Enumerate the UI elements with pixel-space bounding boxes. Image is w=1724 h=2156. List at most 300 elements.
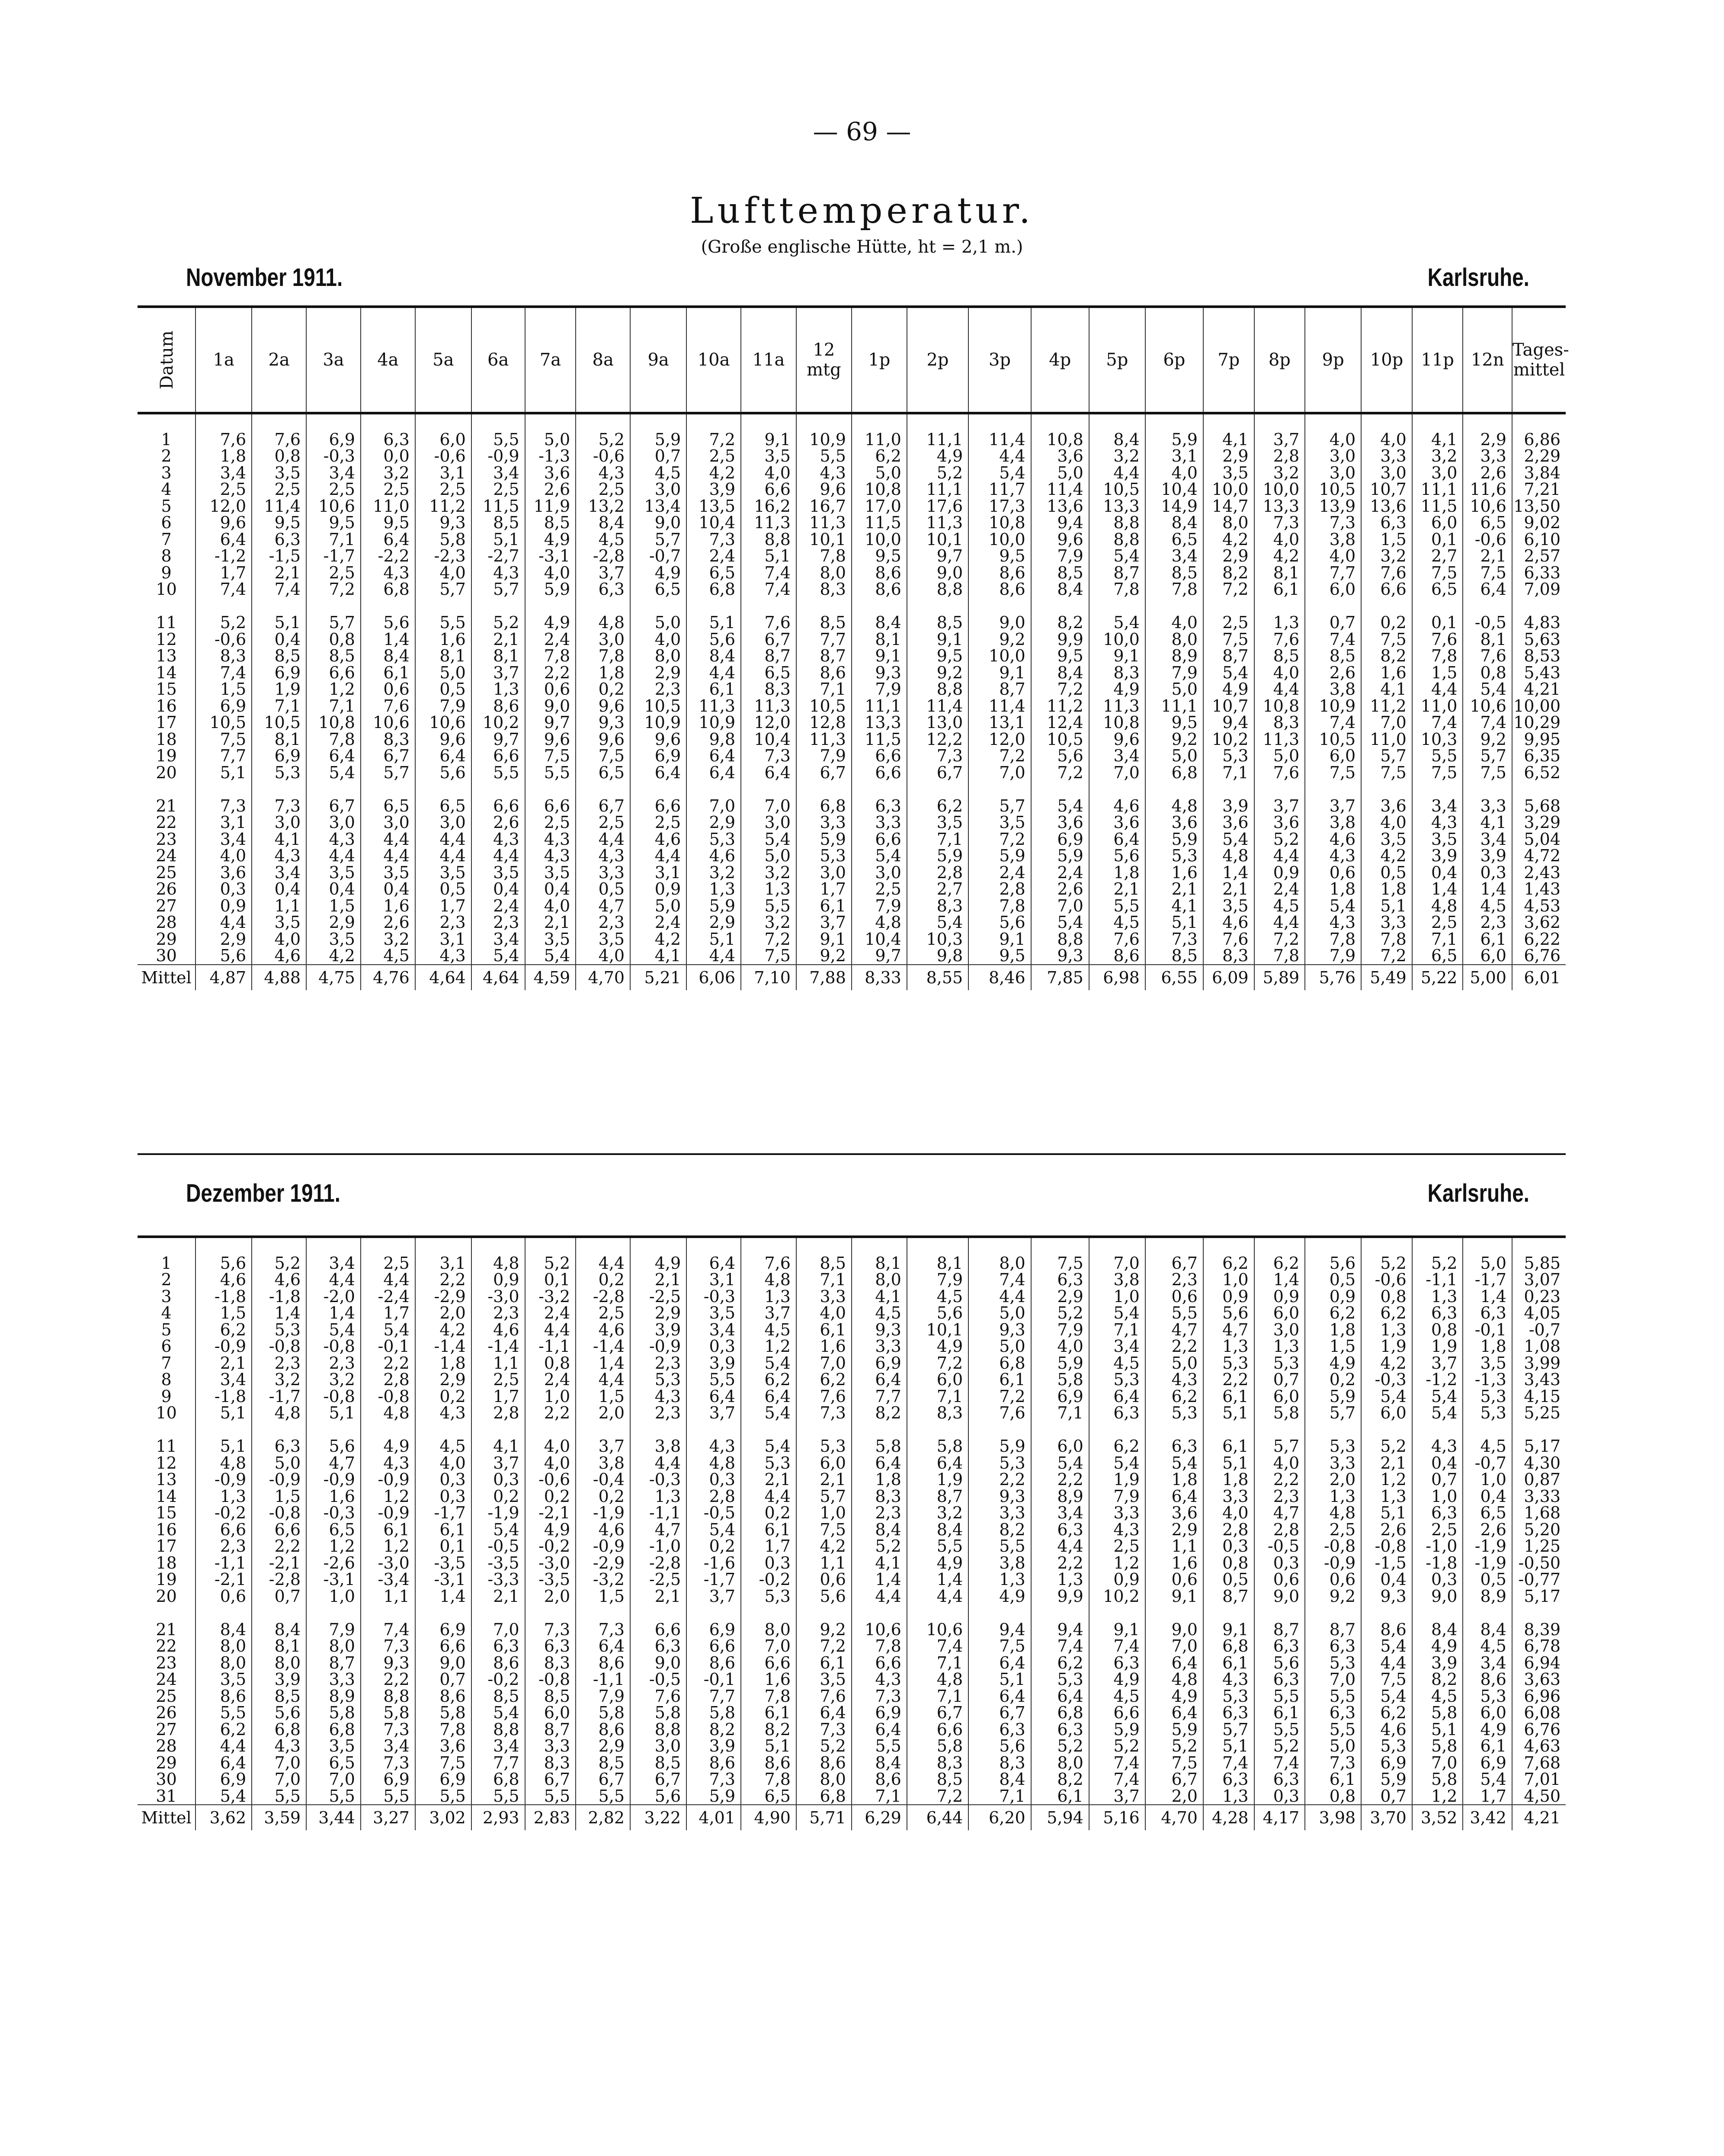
column-header-label: 4p — [1049, 350, 1071, 370]
value-cell: 5,1 — [686, 614, 741, 631]
value-cell: 7,2 — [968, 748, 1031, 764]
value-cell: 5,2 — [252, 1255, 306, 1272]
value-cell: 5,9 — [968, 1438, 1031, 1455]
page-number: — 69 — — [813, 117, 911, 146]
value-cell: 4,87 — [195, 965, 252, 990]
value-cell: 8,6 — [415, 1688, 471, 1705]
value-cell: 3,5 — [415, 864, 471, 881]
date-cell: 2 — [161, 1270, 172, 1289]
value-cell: 9,1 — [1203, 1621, 1254, 1638]
value-cell: 6,3 — [1031, 1271, 1089, 1288]
value-cell: 10,8 — [1031, 431, 1089, 448]
value-cell: 7,3 — [361, 1638, 415, 1655]
value-cell: 7,8 — [968, 898, 1031, 914]
value-cell: 1,9 — [252, 681, 306, 698]
column-header — [741, 308, 796, 413]
value-cell: 7,4 — [1412, 714, 1463, 731]
value-cell: 5,0 — [630, 614, 686, 631]
value-cell: 4,53 — [1512, 898, 1566, 914]
value-cell: 5,7 — [796, 1488, 852, 1505]
value-cell: 3,4 — [195, 465, 252, 481]
spacer-cell — [1463, 781, 1512, 798]
value-cell: 7,3 — [361, 1721, 415, 1738]
value-cell: 5,0 — [741, 847, 796, 864]
value-cell: 4,4 — [361, 1271, 415, 1288]
value-cell: 5,4 — [1305, 898, 1361, 914]
value-cell: -2,1 — [525, 1505, 576, 1521]
value-cell: 8,2 — [1031, 614, 1089, 631]
value-cell: 8,0 — [1203, 514, 1254, 531]
value-cell: 2,1 — [1145, 881, 1203, 898]
spacer-row — [138, 413, 1566, 431]
column-header-label: 11a — [752, 350, 785, 370]
value-cell: 6,3 — [1463, 1305, 1512, 1322]
value-cell: 4,3 — [252, 1738, 306, 1755]
spacer-cell — [907, 1604, 968, 1621]
spacer-cell — [1305, 781, 1361, 798]
spacer-cell — [630, 1421, 686, 1438]
value-cell: 6,1 — [741, 1704, 796, 1721]
value-cell: 1,5 — [576, 1388, 630, 1405]
value-cell: 4,4 — [471, 847, 525, 864]
value-cell: 4,0 — [525, 1455, 576, 1472]
value-cell: 7,5 — [741, 947, 796, 965]
date-cell: 6 — [161, 1337, 172, 1356]
value-cell: 11,7 — [968, 481, 1031, 498]
value-cell: 1,3 — [1361, 1322, 1412, 1338]
spacer-cell — [796, 598, 852, 615]
value-cell: 8,4 — [852, 614, 907, 631]
value-cell: 4,0 — [415, 565, 471, 581]
value-cell: 7,0 — [686, 798, 741, 815]
value-cell: 4,0 — [415, 1455, 471, 1472]
value-cell: 7,5 — [1361, 764, 1412, 781]
value-cell: 5,43 — [1512, 664, 1566, 681]
value-cell: -1,7 — [306, 548, 361, 565]
value-cell: 1,9 — [1089, 1471, 1145, 1488]
spacer-cell — [1089, 598, 1145, 615]
value-cell: 3,3 — [852, 1338, 907, 1355]
value-cell: 3,1 — [1145, 448, 1203, 465]
value-cell: 2,1 — [471, 631, 525, 648]
spacer-cell — [1463, 413, 1512, 431]
value-cell: 1,4 — [907, 1571, 968, 1588]
value-cell: -3,2 — [576, 1571, 630, 1588]
value-cell: 3,7 — [471, 664, 525, 681]
value-cell: 11,4 — [968, 698, 1031, 715]
spacer-cell — [1463, 1421, 1512, 1438]
value-cell: 8,4 — [1145, 514, 1203, 531]
value-cell: 6,09 — [1203, 965, 1254, 990]
table-row — [138, 814, 1566, 831]
value-cell: 8,5 — [471, 1688, 525, 1705]
value-cell: 5,8 — [576, 1704, 630, 1721]
value-cell: 8,1 — [852, 631, 907, 648]
value-cell: 11,5 — [852, 514, 907, 531]
value-cell: 9,5 — [907, 648, 968, 664]
value-cell: 5,1 — [741, 548, 796, 565]
column-header-label: 2a — [268, 350, 290, 370]
value-cell: 5,4 — [852, 847, 907, 864]
value-cell: 7,6 — [1254, 764, 1305, 781]
value-cell: 2,5 — [1305, 1521, 1361, 1538]
value-cell: 6,9 — [630, 748, 686, 764]
column-header-label: 11p — [1421, 350, 1454, 370]
value-cell: 9,2 — [1463, 731, 1512, 748]
value-cell: 5,9 — [1089, 1721, 1145, 1738]
column-header-label: Tages-mittel — [1512, 340, 1569, 380]
date-cell: 15 — [156, 680, 177, 699]
value-cell: 9,8 — [686, 731, 741, 748]
value-cell: 2,6 — [1031, 881, 1089, 898]
value-cell: 7,3 — [361, 1755, 415, 1771]
value-cell: 9,0 — [1412, 1588, 1463, 1605]
value-cell: 7,5 — [1203, 631, 1254, 648]
value-cell: 3,0 — [741, 814, 796, 831]
value-cell: 3,1 — [415, 931, 471, 948]
value-cell: 7,6 — [1254, 631, 1305, 648]
value-cell: 5,8 — [1412, 1704, 1463, 1721]
value-cell: -0,9 — [361, 1505, 415, 1521]
value-cell: 3,5 — [525, 864, 576, 881]
value-cell: 6,5 — [306, 1755, 361, 1771]
value-cell: 7,8 — [796, 548, 852, 565]
value-cell: 4,0 — [1361, 431, 1412, 448]
value-cell: 2,9 — [1203, 548, 1254, 565]
value-cell: 4,50 — [1512, 1788, 1566, 1805]
value-cell: 9,6 — [525, 731, 576, 748]
value-cell: 4,28 — [1203, 1805, 1254, 1830]
value-cell: 4,6 — [1361, 1721, 1412, 1738]
value-cell: 4,9 — [525, 614, 576, 631]
value-cell: 3,3 — [1361, 914, 1412, 931]
value-cell: 7,5 — [415, 1755, 471, 1771]
value-cell: 8,0 — [252, 1655, 306, 1672]
value-cell: 8,0 — [1145, 631, 1203, 648]
date-cell: 3 — [161, 463, 172, 482]
value-cell: -0,8 — [306, 1388, 361, 1405]
value-cell: 8,5 — [796, 614, 852, 631]
value-cell: 13,3 — [852, 714, 907, 731]
value-cell: 11,0 — [361, 498, 415, 515]
value-cell: 1,4 — [361, 631, 415, 648]
value-cell: 5,0 — [415, 664, 471, 681]
value-cell: 6,06 — [686, 965, 741, 990]
value-cell: -3,4 — [361, 1571, 415, 1588]
value-cell: 9,7 — [852, 947, 907, 965]
value-cell: 1,2 — [306, 681, 361, 698]
mean-row — [138, 965, 1566, 990]
spacer-cell — [1089, 781, 1145, 798]
value-cell: 4,3 — [1145, 1371, 1203, 1388]
column-header — [796, 308, 852, 413]
value-cell: 2,1 — [630, 1588, 686, 1605]
spacer-cell — [741, 413, 796, 431]
value-cell: 0,3 — [1463, 864, 1512, 881]
value-cell: 1,2 — [741, 1338, 796, 1355]
value-cell: 5,76 — [1305, 965, 1361, 990]
value-cell: 7,4 — [1463, 714, 1512, 731]
value-cell: 7,4 — [1305, 631, 1361, 648]
value-cell: -0,9 — [1305, 1555, 1361, 1572]
value-cell: 4,3 — [1203, 1671, 1254, 1688]
value-cell: 9,5 — [252, 514, 306, 531]
value-cell: 5,2 — [1254, 831, 1305, 848]
value-cell: 8,4 — [1412, 1621, 1463, 1638]
value-cell: 8,5 — [252, 648, 306, 664]
spacer-cell — [471, 413, 525, 431]
spacer-cell — [415, 1604, 471, 1621]
spacer-cell — [686, 1421, 741, 1438]
value-cell: 7,1 — [796, 1271, 852, 1288]
value-cell: 4,64 — [471, 965, 525, 990]
value-cell: 2,7 — [907, 881, 968, 898]
value-cell: 4,8 — [252, 1405, 306, 1421]
date-cell: 5 — [161, 496, 172, 516]
value-cell: 9,1 — [1145, 1588, 1203, 1605]
value-cell: 5,7 — [1305, 1405, 1361, 1421]
value-cell: -2,9 — [415, 1288, 471, 1305]
date-cell: 4 — [161, 480, 172, 499]
value-cell: 3,3 — [968, 1505, 1031, 1521]
value-cell: 8,6 — [471, 1655, 525, 1672]
value-cell: 1,3 — [1254, 614, 1305, 631]
spacer-cell — [1145, 781, 1203, 798]
spacer-cell — [630, 1604, 686, 1621]
value-cell: 2,9 — [1031, 1288, 1089, 1305]
value-cell: 5,5 — [252, 1788, 306, 1805]
value-cell: 5,1 — [968, 1671, 1031, 1688]
value-cell: 4,9 — [1203, 681, 1254, 698]
value-cell: 8,8 — [907, 681, 968, 698]
value-cell: 2,2 — [968, 1471, 1031, 1488]
spacer-cell — [195, 1604, 252, 1621]
column-header — [415, 308, 471, 413]
value-cell: 11,0 — [1361, 731, 1412, 748]
spacer-cell — [306, 1421, 361, 1438]
spacer-cell — [252, 413, 306, 431]
value-cell: 5,3 — [741, 1455, 796, 1472]
value-cell: 7,9 — [1031, 548, 1089, 565]
value-cell: 6,52 — [1512, 764, 1566, 781]
value-cell: 4,88 — [252, 965, 306, 990]
value-cell: -0,6 — [1463, 531, 1512, 548]
value-cell: 5,7 — [1463, 748, 1512, 764]
spacer-cell — [415, 598, 471, 615]
value-cell: 3,3 — [306, 1671, 361, 1688]
value-cell: 5,8 — [306, 1704, 361, 1721]
value-cell: 10,6 — [907, 1621, 968, 1638]
value-cell: 5,4 — [907, 914, 968, 931]
value-cell: 0,6 — [1305, 864, 1361, 881]
spacer-cell — [741, 1238, 796, 1255]
column-header-label: 12n — [1471, 350, 1504, 370]
value-cell: 7,4 — [195, 664, 252, 681]
date-cell: 10 — [156, 1403, 177, 1422]
value-cell: 6,4 — [1089, 831, 1145, 848]
value-cell: 8,5 — [1254, 648, 1305, 664]
value-cell: 6,3 — [968, 1721, 1031, 1738]
spacer-cell — [1145, 1421, 1203, 1438]
value-cell: 6,2 — [1031, 1655, 1089, 1672]
value-cell: 4,8 — [852, 914, 907, 931]
value-cell: 5,4 — [1463, 1771, 1512, 1788]
spacer-cell — [525, 598, 576, 615]
value-cell: 5,4 — [1361, 1388, 1412, 1405]
date-cell: 14 — [156, 663, 177, 682]
value-cell: 1,7 — [195, 565, 252, 581]
value-cell: 3,0 — [1305, 448, 1361, 465]
value-cell: 6,4 — [852, 1455, 907, 1472]
table-november — [138, 308, 1569, 990]
value-cell: 5,6 — [195, 947, 252, 965]
spacer-cell — [852, 1604, 907, 1621]
value-cell: 9,6 — [1089, 731, 1145, 748]
value-cell: 11,1 — [907, 431, 968, 448]
value-cell: 6,2 — [1361, 1305, 1412, 1322]
value-cell: 7,1 — [252, 698, 306, 715]
value-cell: 7,9 — [576, 1688, 630, 1705]
value-cell: 0,6 — [1305, 1571, 1361, 1588]
value-cell: 7,8 — [525, 648, 576, 664]
value-cell: 10,8 — [1254, 698, 1305, 715]
value-cell: 5,5 — [1305, 1721, 1361, 1738]
value-cell: 1,8 — [1145, 1471, 1203, 1488]
spacer-cell — [138, 1604, 195, 1621]
value-cell: 12,0 — [968, 731, 1031, 748]
value-cell: 4,3 — [361, 565, 415, 581]
value-cell: -1,7 — [1463, 1271, 1512, 1288]
value-cell: -2,8 — [630, 1555, 686, 1572]
value-cell: 7,1 — [968, 1788, 1031, 1805]
value-cell: 7,3 — [796, 1721, 852, 1738]
value-cell: 4,5 — [1089, 1688, 1145, 1705]
value-cell: 2,8 — [1254, 1521, 1305, 1538]
value-cell: 2,3 — [630, 681, 686, 698]
value-cell: -0,2 — [471, 1671, 525, 1688]
value-cell: 3,7 — [576, 565, 630, 581]
spacer-row — [138, 781, 1566, 798]
value-cell: 0,9 — [471, 1271, 525, 1288]
value-cell: 3,9 — [630, 1322, 686, 1338]
value-cell: 5,5 — [907, 1538, 968, 1555]
value-cell: 7,2 — [1361, 947, 1412, 965]
value-cell: 6,2 — [1361, 1704, 1412, 1721]
value-cell: 0,7 — [1412, 1471, 1463, 1488]
value-cell: 4,8 — [1203, 847, 1254, 864]
value-cell: 5,0 — [252, 1455, 306, 1472]
value-cell: 5,8 — [907, 1738, 968, 1755]
value-cell: 1,8 — [1361, 881, 1412, 898]
value-cell: 3,5 — [1361, 831, 1412, 848]
spacer-cell — [1031, 1604, 1089, 1621]
value-cell: 9,7 — [907, 548, 968, 565]
spacer-cell — [1361, 781, 1412, 798]
value-cell: -0,3 — [306, 448, 361, 465]
value-cell: 5,0 — [1463, 1255, 1512, 1272]
value-cell: 3,7 — [471, 1455, 525, 1472]
value-cell: 7,5 — [1463, 764, 1512, 781]
value-cell: 8,0 — [195, 1655, 252, 1672]
spacer-cell — [1412, 598, 1463, 615]
value-cell: 4,3 — [796, 465, 852, 481]
value-cell: 2,5 — [852, 881, 907, 898]
value-cell: 0,2 — [576, 1271, 630, 1288]
value-cell: 2,4 — [525, 1305, 576, 1322]
date-cell: 1 — [161, 1253, 172, 1273]
value-cell: 1,7 — [796, 881, 852, 898]
spacer-cell — [968, 1604, 1031, 1621]
value-cell: 1,5 — [1361, 531, 1412, 548]
column-header-label: 9p — [1322, 350, 1344, 370]
value-cell: 3,6 — [525, 465, 576, 481]
value-cell: 6,86 — [1512, 431, 1566, 448]
value-cell: 7,4 — [1089, 1771, 1145, 1788]
value-cell: -2,1 — [252, 1555, 306, 1572]
value-cell: 9,6 — [576, 698, 630, 715]
value-cell: 7,5 — [195, 731, 252, 748]
value-cell: 2,4 — [471, 898, 525, 914]
value-cell: 2,1 — [195, 1355, 252, 1372]
value-cell: 10,6 — [415, 714, 471, 731]
value-cell: 6,8 — [252, 1721, 306, 1738]
spacer-cell — [415, 781, 471, 798]
value-cell: 1,3 — [1031, 1571, 1089, 1588]
value-cell: 8,7 — [741, 648, 796, 664]
value-cell: 4,4 — [195, 1738, 252, 1755]
spacer-cell — [1203, 1238, 1254, 1255]
value-cell: 1,8 — [1203, 1471, 1254, 1488]
table-row — [138, 798, 1566, 815]
value-cell: 7,88 — [796, 965, 852, 990]
value-cell: 6,6 — [630, 798, 686, 815]
value-cell: 5,2 — [1145, 1738, 1203, 1755]
value-cell: 5,4 — [1203, 664, 1254, 681]
value-cell: 3,5 — [306, 931, 361, 948]
value-cell: -0,9 — [195, 1338, 252, 1355]
spacer-cell — [576, 1421, 630, 1438]
date-cell: 22 — [156, 1636, 177, 1656]
value-cell: 4,15 — [1512, 1388, 1566, 1405]
value-cell: 7,9 — [796, 748, 852, 764]
value-cell: -2,5 — [630, 1571, 686, 1588]
value-cell: 5,9 — [1305, 1388, 1361, 1405]
column-header — [1361, 308, 1412, 413]
value-cell: 6,8 — [1145, 764, 1203, 781]
value-cell: 8,7 — [1203, 1588, 1254, 1605]
value-cell: 10,5 — [252, 714, 306, 731]
value-cell: 3,70 — [1361, 1805, 1412, 1830]
value-cell: 6,5 — [741, 1788, 796, 1805]
value-cell: 7,1 — [1031, 1405, 1089, 1421]
value-cell: 3,59 — [252, 1805, 306, 1830]
value-cell: 2,5 — [576, 814, 630, 831]
value-cell: 5,5 — [576, 1788, 630, 1805]
value-cell: 4,6 — [252, 947, 306, 965]
value-cell: 1,3 — [630, 1488, 686, 1505]
table-row — [138, 1704, 1566, 1721]
value-cell: 6,4 — [686, 764, 741, 781]
value-cell: 5,4 — [741, 1405, 796, 1421]
value-cell: 0,4 — [361, 881, 415, 898]
table-row — [138, 881, 1566, 898]
value-cell: 9,4 — [1031, 514, 1089, 531]
table-row — [138, 731, 1566, 748]
date-cell: 21 — [156, 1620, 177, 1639]
value-cell: 5,2 — [1089, 1738, 1145, 1755]
date-cell: 27 — [156, 1720, 177, 1739]
value-cell: 1,4 — [1203, 864, 1254, 881]
